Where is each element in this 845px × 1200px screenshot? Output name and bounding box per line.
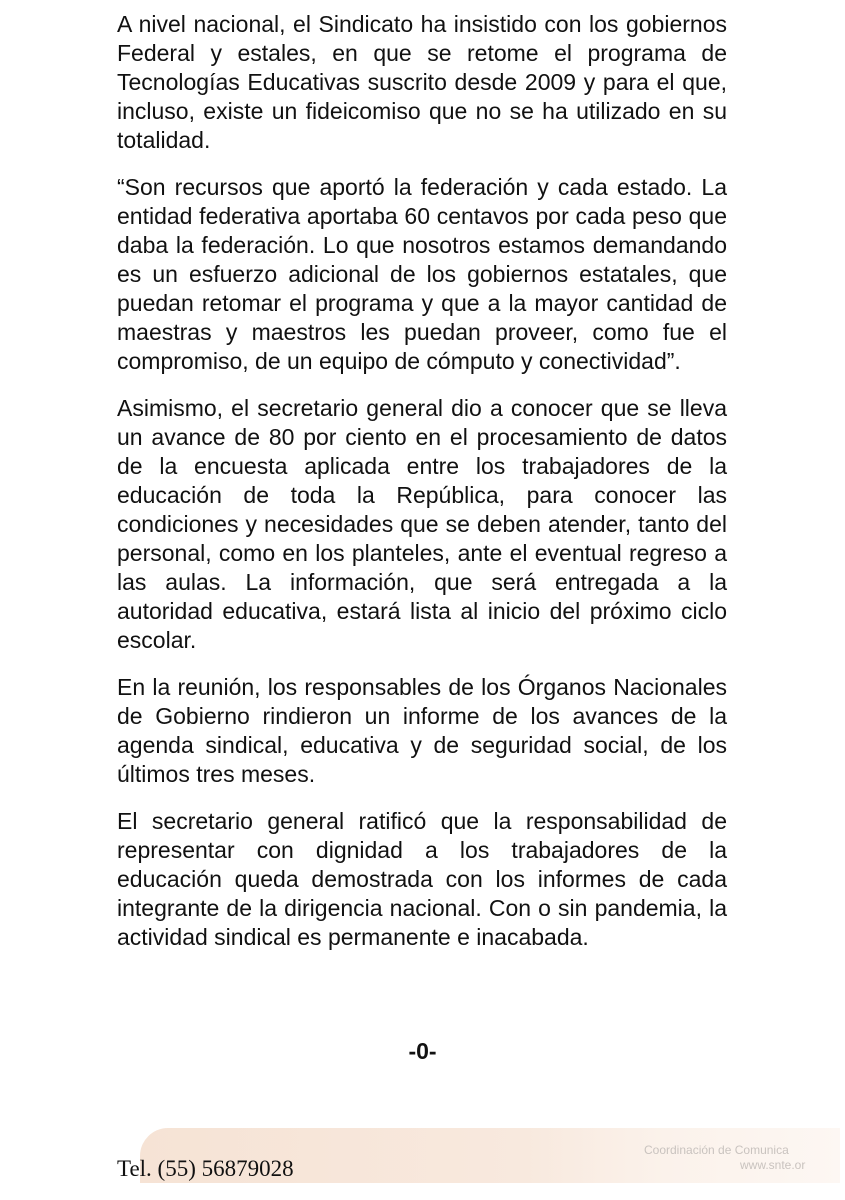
body-text (117, 10, 727, 970)
footer-org-line: Coordinación de Comunica (644, 1143, 789, 1157)
footer-web-link[interactable]: www.snte.or (740, 1158, 806, 1172)
footer-contact-box (598, 1128, 822, 1183)
paragraph-2: “Son recursos que aportó la federación y cada estado. La entidad federativa aportaba 60 centavos por cada peso que daba la federación. Lo que nosotros estamos demandando es un esfuerzo adicional de los gobiernos estatales, que puedan retomar el programa y que a la mayor cantidad de maestras y maestros les puedan proveer, como fue el compromiso, de un equipo de cómputo y conectividad”. (117, 174, 727, 374)
footer-telephone: Tel. (55) 56879028 (117, 1156, 294, 1181)
closing-mark: -0- (408, 1038, 437, 1064)
paragraph-4: En la reunión, los responsables de los Órganos Nacionales de Gobierno rindieron un informe de los avances de la agenda sindical, educativa y de seguridad social, de los últimos tres meses. (117, 674, 727, 787)
paragraph-1: A nivel nacional, el Sindicato ha insistido con los gobiernos Federal y estales, en que se retome el programa de Tecnologías Educativas suscrito desde 2009 y para el que, incluso, existe un fideicomiso que no se ha utilizado en su totalidad. (117, 11, 727, 153)
paragraph-5: El secretario general ratificó que la responsabilidad de representar con dignidad a los trabajadores de la educación queda demostrada con los informes de cada integrante de la dirigencia nacional. Con o sin pandemia, la actividad sindical es permanente e inacabada. (117, 808, 727, 950)
paragraph-3: Asimismo, el secretario general dio a conocer que se lleva un avance de 80 por ciento en el procesamiento de datos de la encuesta aplicada entre los trabajadores de la educación de toda la República, para conocer las condiciones y necesidades que se deben atender, tanto del personal, como en los planteles, ante el eventual regreso a las aulas. La información, que será entregada a la autoridad educativa, estará lista al inicio del próximo ciclo escolar. (117, 395, 727, 653)
